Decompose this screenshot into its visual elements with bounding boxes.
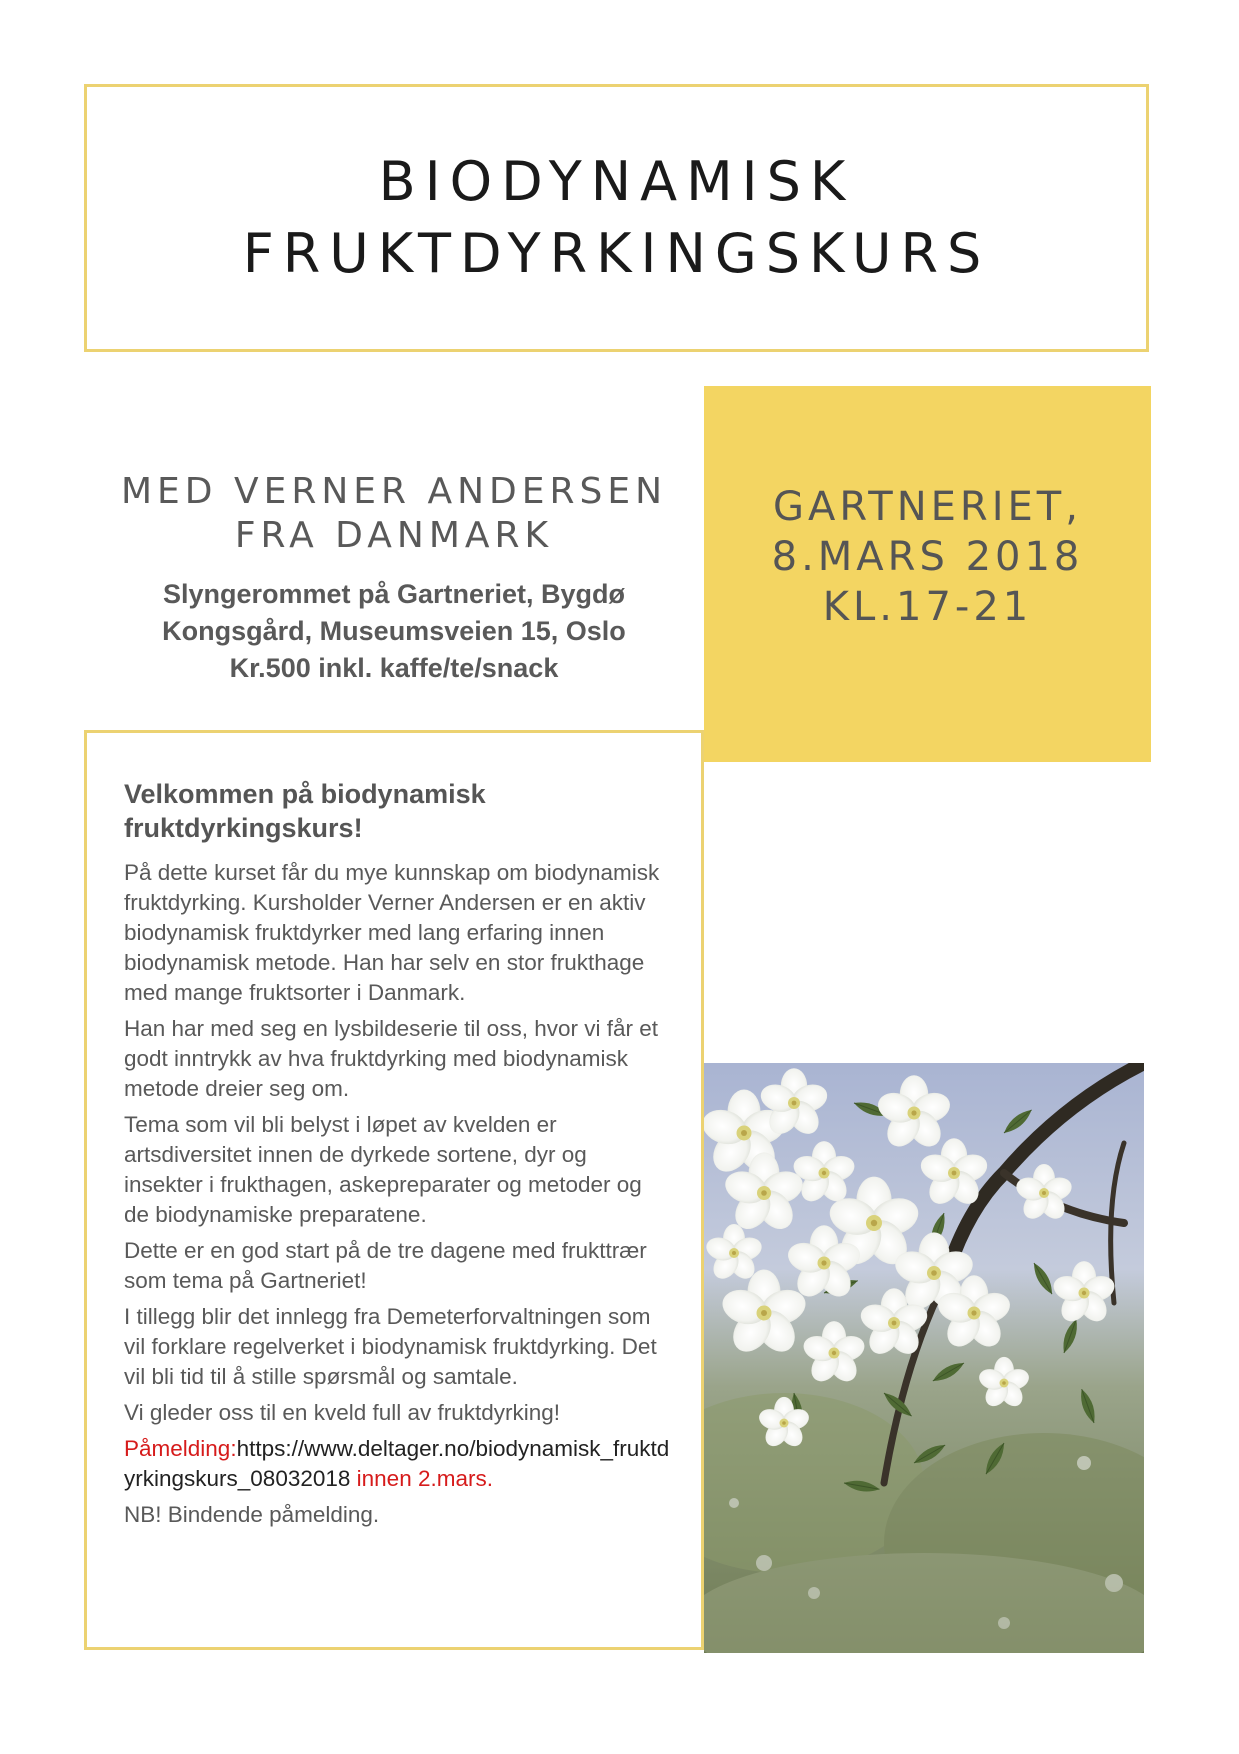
price-line: Kr.500 inkl. kaffe/te/snack: [229, 653, 559, 683]
apple-blossom-image: [704, 1063, 1144, 1653]
registration-deadline: innen 2.mars.: [350, 1466, 493, 1491]
event-location: GARTNERIET,: [773, 484, 1082, 530]
registration-line: [124, 1434, 671, 1494]
paragraph: Dette er en god start på de tre dagene med frukttrær som tema på Gartneriet!: [124, 1238, 647, 1293]
event-info-box: [704, 386, 1151, 762]
title-box: [84, 84, 1149, 352]
paragraph: Tema som vil bli belyst i løpet av kvelden er artsdiversitet innen de dyrkede sortene, dyr og insekter i frukthagen, askepreparater og metoder og de biodynamiske preparatene.: [124, 1112, 642, 1227]
binding-note: NB! Bindende påmelding.: [124, 1502, 380, 1527]
venue-line-2: Kongsgård, Museumsveien 15, Oslo: [162, 616, 626, 646]
welcome-heading: Velkommen på biodynamisk fruktdyrkingskurs!: [124, 779, 486, 843]
title-line-2: FRUKTDYRKINGSKURS: [242, 222, 991, 285]
paragraph: På dette kurset får du mye kunnskap om biodynamisk fruktdyrking. Kursholder Verner Andersen er en aktiv biodynamisk fruktdyrker med lang erfaring innen biodynamisk metode. Han har selv en stor frukthage med mange fruktsorter i Danmark.: [124, 860, 660, 1005]
title-line-1: BIODYNAMISK: [378, 150, 855, 213]
apple-blossom-photo: [704, 1063, 1144, 1653]
paragraph: I tillegg blir det innlegg fra Demeterforvaltningen som vil forklare regelverket i biodynamisk fruktdyrking. Det vil bli tid til å stille spørsmål og samtale.: [124, 1304, 657, 1389]
venue-info: [84, 576, 704, 687]
course-description-box: [84, 730, 704, 1650]
event-date: 8.MARS 2018: [771, 534, 1084, 580]
paragraph: Vi gleder oss til en kveld full av fruktdyrking!: [124, 1400, 561, 1425]
event-time: KL.17-21: [822, 584, 1033, 630]
paragraph: Han har med seg en lysbildeserie til oss, hvor vi får et godt inntrykk av hva fruktdyrking med biodynamisk metode dreier seg om.: [124, 1016, 658, 1101]
subtitle-block: [84, 470, 704, 687]
registration-label: Påmelding:: [124, 1436, 237, 1461]
subtitle-line-1: MED VERNER ANDERSEN: [120, 471, 668, 512]
registration-url-link[interactable]: https://www.deltager.no/biodynamisk_fruktdyrkingskurs_08032018: [124, 1436, 670, 1491]
venue-line-1: Slyngerommet på Gartneriet, Bygdø: [162, 579, 626, 609]
subtitle-line-2: FRA DANMARK: [234, 515, 554, 556]
